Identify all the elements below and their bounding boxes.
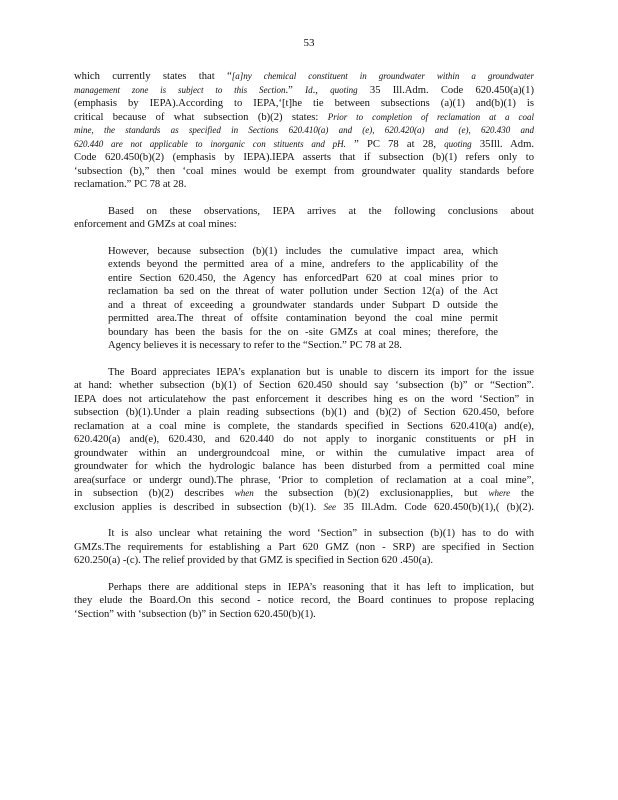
text-line: Based on these observations, IEPA arrives at the following conclusions about [108, 205, 534, 217]
citation-signal: Id [305, 84, 313, 95]
paragraph-1 [74, 70, 534, 192]
text-line: enforcement and GMZs at coal mines: [74, 219, 237, 230]
text-run: 35 Ill.Adm. Code 620.450(b)(1),( (b)(2). [336, 501, 534, 513]
quote-line: boundary has been the basis for the on -site GMZs at coal mines; therefore, the [108, 326, 498, 338]
quote-line: extends beyond the permitted area of a mine, andrefers to the applicability of the [108, 259, 498, 270]
paragraph-gap [74, 353, 534, 366]
text-line [74, 84, 534, 98]
paragraph-3 [74, 366, 534, 515]
quote-line: Agency believes it is necessary to refer to the “Section.” PC 78 at 28. [108, 340, 402, 351]
quote-line: reclamation ba sed on the threat of water pollution under Section 12(a) of the Act [108, 286, 498, 297]
quote-line: and a threat of exceeding a groundwater standards under Subpart D outside the [108, 299, 498, 311]
text-line: 620.420(a) and(e), 620.430, and 620.440 do not apply to inorganic constituents or pH in [74, 434, 534, 445]
emphasized-word: when [234, 488, 254, 498]
emphasized-word: where [488, 488, 511, 498]
text-run: in subsection (b)(2) describes [74, 488, 235, 499]
text-line: (emphasis by IEPA).According to IEPA,‘[t]he tie between subsections (a)(1) and(b)(1) is [74, 98, 534, 109]
paragraph-gap [74, 192, 534, 205]
text-line: groundwater for which the hydrologic balance has been disturbed from a permitted coal mine [74, 461, 534, 472]
quoted-text: 620.440 are not applicable to inorganic con stituents and pH. [74, 138, 346, 149]
text-run: ., [312, 84, 331, 96]
paragraph-5 [74, 581, 534, 622]
text-line: Perhaps there are additional steps in IEPA’s reasoning that it has left to implication, but [108, 581, 534, 593]
text-line [74, 111, 534, 125]
text-line: at hand: whether subsection (b)(1) of Section 620.450 should say ‘subsection (b)” or “Section”. [74, 380, 534, 391]
block-quote [74, 245, 498, 353]
text-run: the subsection (b)(2) exclusionapplies, but [253, 488, 489, 499]
text-line: they elude the Board.On this second - notice record, the Board continues to propose replacing [74, 595, 534, 606]
text-run: 35Ill. Adm. [471, 138, 534, 150]
paragraph-gap [74, 232, 534, 245]
paragraph-2 [74, 205, 534, 232]
paragraph-4 [74, 527, 534, 568]
document-body [74, 70, 534, 621]
text-line [74, 138, 534, 152]
citation-signal: quoting [444, 138, 472, 149]
quoted-text: management zone is subject to this Section [74, 84, 286, 95]
quote-line: entire Section 620.450, the Agency has enforcedPart 620 at coal mines prior to [108, 272, 498, 284]
citation-signal: See [323, 501, 337, 512]
text-line: area(surface or undergr ound).The phrase, ‘Prior to completion of reclamation at a coal mine”, [74, 474, 534, 486]
text-line [74, 70, 534, 84]
text-line: It is also unclear what retaining the word ‘Section” in subsection (b)(1) has to do with [108, 528, 534, 539]
text-run: which currently states that “ [74, 71, 232, 82]
quoted-text: [a]ny chemical constituent in groundwater within a groundwater [231, 71, 534, 81]
text-line: groundwater within an undergroundcoal mine, or within the cumulative impact area of [74, 447, 534, 459]
text-run: the [510, 488, 534, 499]
quote-line: However, because subsection (b)(1) includes the cumulative impact area, which [108, 245, 498, 257]
text-run: critical because of what subsection (b)(2) states: [74, 111, 328, 123]
citation-signal: quoting [330, 84, 358, 95]
quoted-text: mine, the standards as specified in Sections 620.410(a) and (e), 620.420(a) and (e), 620.430 and [74, 125, 534, 135]
text-run: .” [285, 84, 306, 96]
text-run: 35 Ill.Adm. Code 620.450(a)(1) [357, 84, 534, 96]
text-line: GMZs.The requirements for establishing a Part 620 GMZ (non - SRP) are specified in Section [74, 541, 534, 553]
text-line [74, 501, 534, 515]
text-line: The Board appreciates IEPA’s explanation but is unable to discern its import for the issue [108, 366, 534, 378]
text-run: exclusion applies is described in subsection (b)(1). [74, 501, 324, 513]
text-line: Code 620.450(b)(2) (emphasis by IEPA).IEPA asserts that if subsection (b)(1) refers only to [74, 152, 534, 163]
text-line: subsection (b)(1).Under a plain reading subsections (b)(1) and (b)(2) of Section 620.450, before [74, 407, 534, 418]
page-number: 53 [303, 37, 315, 49]
text-line: ‘Section” with ‘subsection (b)” in Section 620.450(b)(1). [74, 608, 316, 620]
text-line [74, 487, 534, 501]
text-line [74, 124, 534, 138]
quoted-text: Prior to completion of reclamation at a coal [327, 111, 535, 122]
text-line: IEPA does not articulatehow the past enforcement it describes hing es on the word ‘Section” in [74, 393, 534, 405]
text-run: ” PC 78 at 28, [345, 138, 445, 150]
text-line: 620.250(a) -(c). The relief provided by that GMZ is specified in Section 620 .450(a). [74, 555, 434, 566]
paragraph-gap [74, 514, 534, 527]
text-line: reclamation.” PC 78 at 28. [74, 179, 187, 190]
text-line: ‘subsection (b),” then ‘coal mines would be exempt from groundwater quality standards before [74, 165, 534, 177]
text-line: reclamation at a coal mine is complete, the standards specified in Sections 620.410(a) and(e), [74, 420, 534, 432]
quote-line: permitted area.The threat of offsite contamination beyond the coal mine permit [108, 313, 498, 324]
paragraph-gap [74, 568, 534, 581]
